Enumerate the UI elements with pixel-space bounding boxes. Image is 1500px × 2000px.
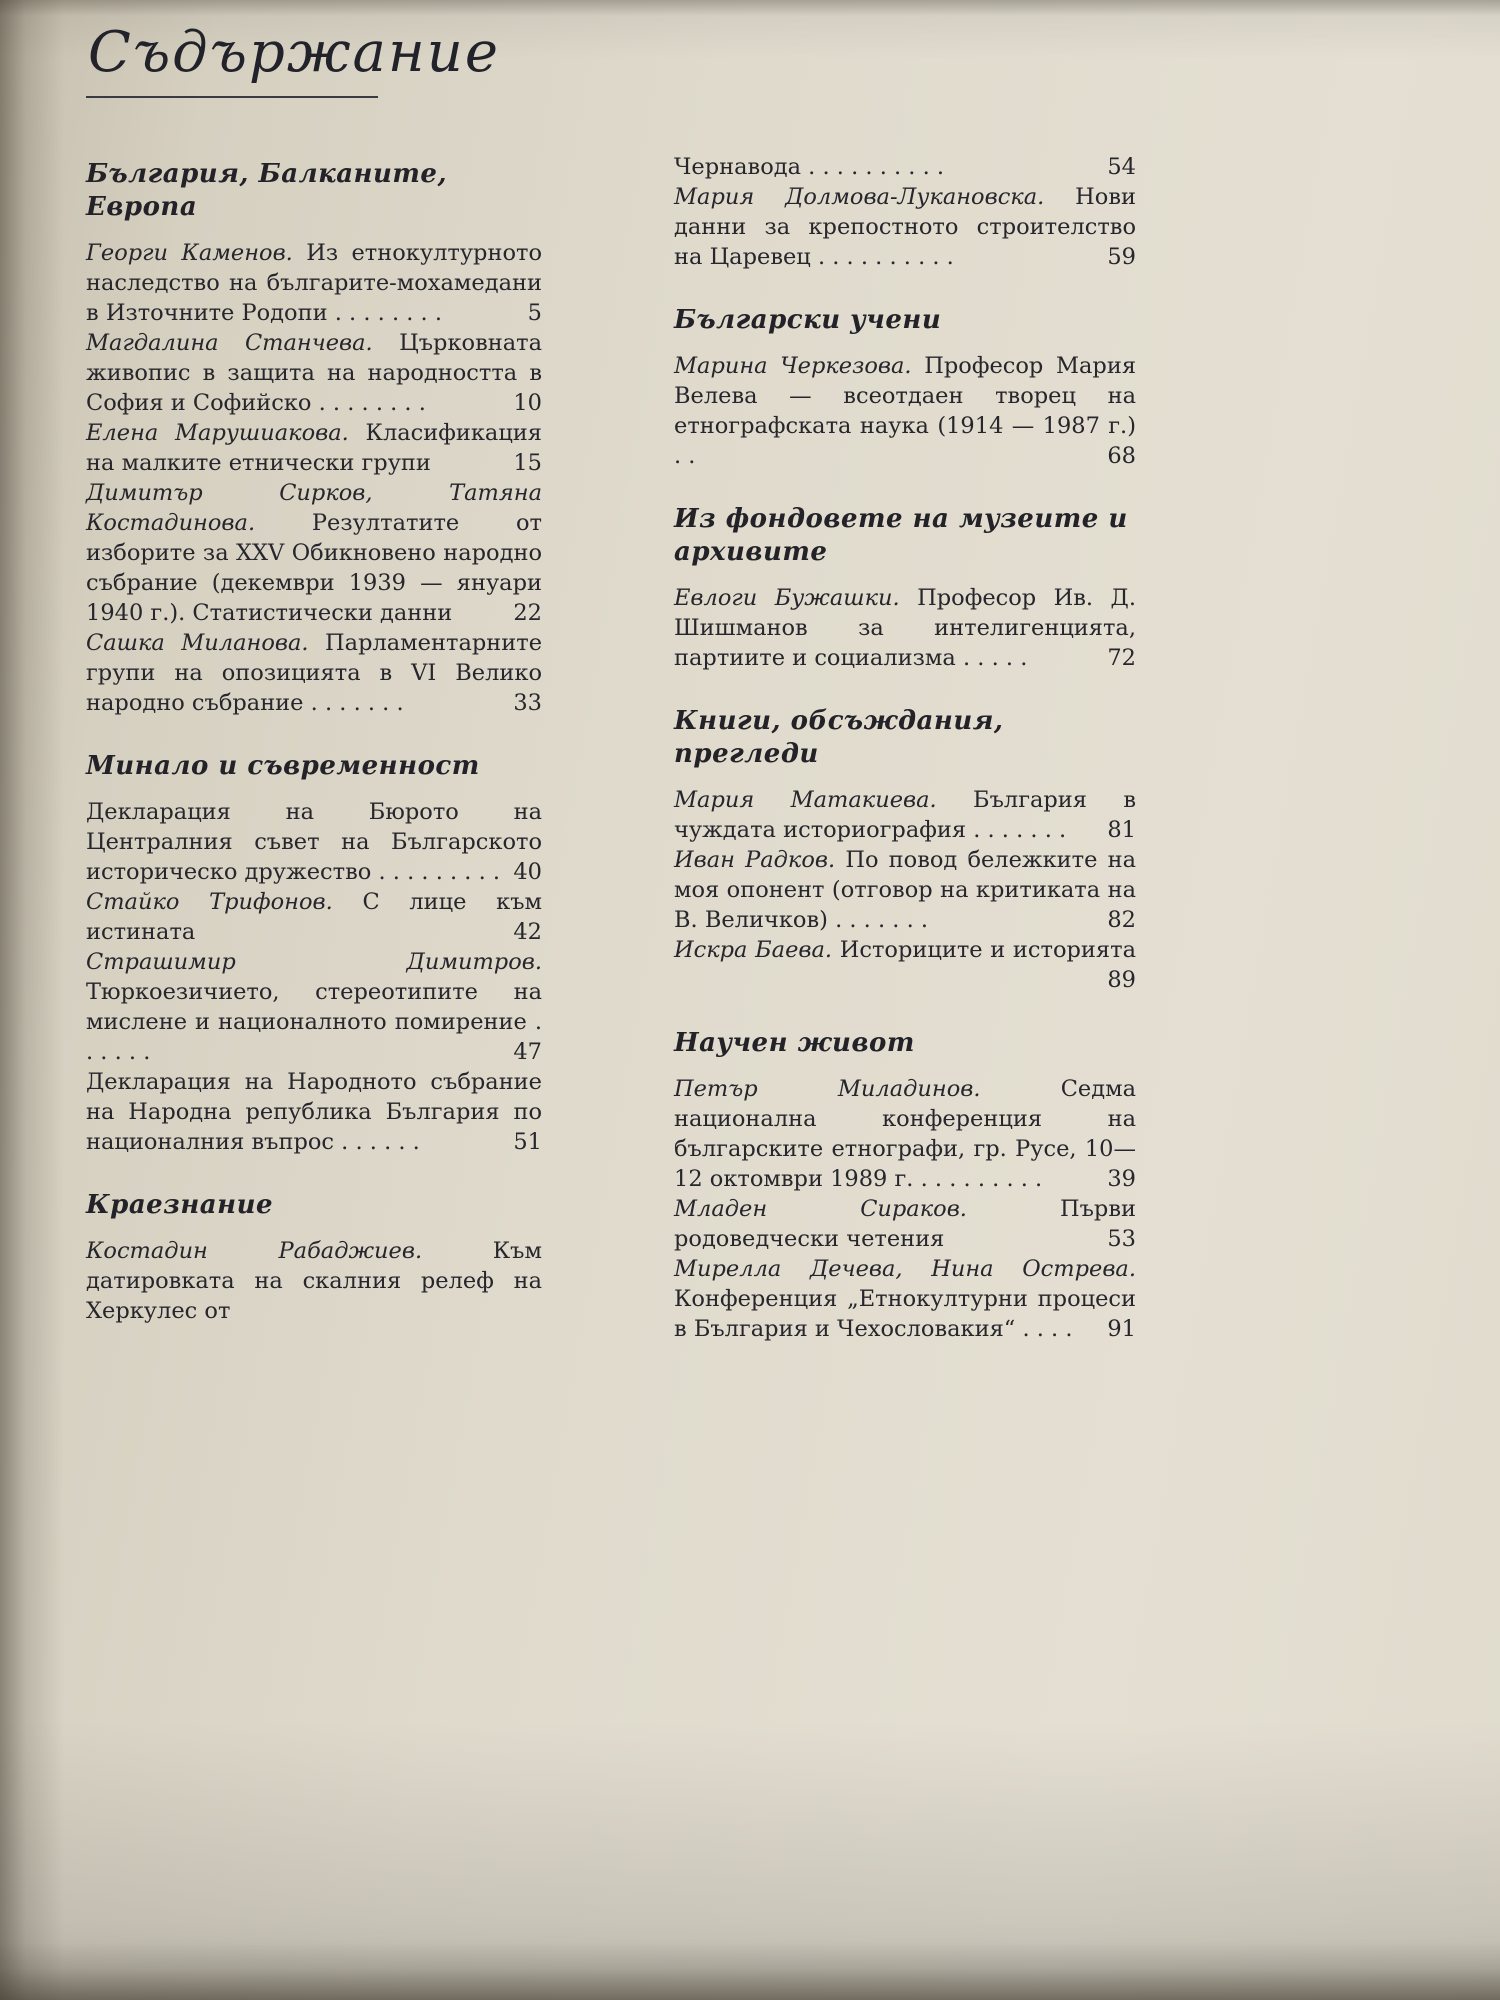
- entry-author: Георги Каменов.: [86, 240, 293, 266]
- toc-entry: [674, 152, 1136, 182]
- entry-author: Евлоги Бужашки.: [674, 585, 900, 611]
- entry-author: Искра Баева.: [674, 937, 833, 963]
- dot-leader: . . . . . . .: [310, 690, 404, 716]
- dot-leader: . . . . . .: [341, 1129, 420, 1155]
- page-number-spacer: [928, 926, 958, 927]
- toc-entry: [86, 797, 542, 887]
- page-number-spacer: [404, 709, 434, 710]
- page-number-spacer: [944, 173, 974, 174]
- entry-page-number: 51: [513, 1129, 542, 1155]
- dot-leader: . . . .: [1022, 1316, 1073, 1342]
- dot-leader: . . . . . . . . .: [920, 1166, 1043, 1192]
- entry-page-number: 81: [1107, 817, 1136, 843]
- page-number-spacer: [1066, 836, 1096, 837]
- toc-entry: [86, 418, 542, 478]
- entry-author: Стайко Трифонов.: [86, 889, 333, 915]
- entry-text: Резултатите от изборите за XXV Обикновено народно събрание (декември 1939 — януари 1940 г.). Статистически данни: [86, 510, 542, 626]
- page-edge-shadow-bottom: [0, 1942, 1500, 2000]
- dot-leader: . . . . . . .: [835, 907, 929, 933]
- entry-text: Декларация на Народното събрание на Народна република България по националния въпрос: [86, 1069, 542, 1155]
- entry-text: Чернавода: [674, 154, 802, 180]
- entry-page-number: 33: [513, 690, 542, 716]
- toc-entry: [86, 328, 542, 418]
- section-heading: Краезнание: [86, 1190, 274, 1220]
- dot-leader: . . . . . . . . . .: [808, 154, 945, 180]
- page-number-spacer: [1042, 1185, 1072, 1186]
- entry-page-number: 42: [513, 919, 542, 945]
- toc-entry: [674, 182, 1136, 272]
- entry-page-number: 68: [1107, 443, 1136, 469]
- toc-entry: [86, 947, 542, 1067]
- toc-entry: [674, 351, 1136, 471]
- page-number-spacer: [1073, 1335, 1103, 1336]
- dot-leader: . . . . .: [962, 645, 1028, 671]
- entry-text: Първи родоведчески четения: [674, 1196, 1136, 1252]
- toc-entry: [674, 935, 1136, 995]
- entry-author: Иван Радков.: [674, 847, 836, 873]
- entry-author: Мирелла Дечева, Нина Острева.: [674, 1256, 1136, 1282]
- entry-author: Димитър Сирков, Татяна Костадинова.: [86, 480, 542, 536]
- page-number-spacer: [1027, 664, 1057, 665]
- toc-entry: [86, 887, 542, 947]
- entry-text: Нови данни за крепостното строителство на Царевец: [674, 184, 1136, 270]
- section-heading: Из фондовете на музеите и архивите: [674, 504, 1128, 567]
- entry-text: Парламентарните групи на опозицията в VI Велико народно събрание: [86, 630, 543, 716]
- entry-author: Сашка Миланова.: [86, 630, 309, 656]
- entry-page-number: 54: [1107, 154, 1136, 180]
- entry-text: Тюркоезичието, стереотипите на мислене и националното помирение: [86, 979, 542, 1035]
- toc-entry: [86, 1067, 542, 1157]
- entry-page-number: 82: [1107, 907, 1136, 933]
- section-heading: България, Балканите, Европа: [86, 159, 447, 222]
- toc-entry: [674, 845, 1136, 935]
- entry-text: По повод бележките на моя опонент (отговор на критиката на В. Величков): [674, 847, 1137, 933]
- dot-leader: . . . . . . . .: [318, 390, 426, 416]
- entry-author: Костадин Рабаджиев.: [86, 1238, 423, 1264]
- toc-right-column: [674, 152, 1136, 1344]
- entry-text: Църковната живопис в защита на народността в София и Софийско: [86, 330, 543, 416]
- entry-author: Страшимир Димитров.: [86, 949, 542, 975]
- toc-entry: [674, 1194, 1136, 1254]
- entry-author: Мария Долмова-Лукановска.: [674, 184, 1045, 210]
- entry-text: Историците и историята: [839, 937, 1136, 963]
- entry-text: Из етнокултурното наследство на българите-мохамедани в Източните Родопи: [86, 240, 542, 326]
- entry-author: Марина Черкезова.: [674, 353, 912, 379]
- page-edge-shadow-top: [0, 0, 1500, 16]
- toc-entry: [674, 1254, 1136, 1344]
- page-edge-shadow-left: [0, 0, 64, 2000]
- entry-text: Класификация на малките етнически групи: [86, 420, 542, 476]
- entry-text: Към датировката на скалния релеф на Херкулес от: [86, 1238, 542, 1324]
- toc-entry: [86, 628, 542, 718]
- entry-text: С лице към истината: [86, 889, 543, 945]
- page-number-spacer: [674, 986, 704, 987]
- entry-page-number: 72: [1107, 645, 1136, 671]
- page-number-spacer: [426, 409, 456, 410]
- entry-page-number: 47: [513, 1039, 542, 1065]
- entry-text: Седма национална конференция на българските етнографи, гр. Русе, 10—12 октомври 1989 г.: [674, 1076, 1136, 1192]
- page-number-spacer: [420, 1148, 450, 1149]
- toc-entry: [86, 1236, 542, 1326]
- toc-entry: [674, 583, 1136, 673]
- section-heading: Научен живот: [674, 1028, 915, 1058]
- page-number-spacer: [452, 619, 482, 620]
- dot-leader: . . . . . . . .: [334, 300, 443, 326]
- entry-page-number: 39: [1107, 1166, 1136, 1192]
- entry-page-number: 53: [1107, 1226, 1136, 1252]
- dot-leader: . . . . . . . . . .: [817, 244, 954, 270]
- dot-leader: . . . . . .: [86, 1009, 543, 1065]
- entry-page-number: 10: [513, 390, 542, 416]
- page-number-spacer: [431, 469, 461, 470]
- page-number-spacer: [195, 938, 225, 939]
- entry-author: Младен Сираков.: [674, 1196, 967, 1222]
- title-underline-rule: [86, 96, 378, 98]
- toc-entry: [674, 1074, 1136, 1194]
- toc-left-column: [86, 152, 542, 1326]
- toc-entry: [674, 785, 1136, 845]
- dot-leader: . . . . . . .: [973, 817, 1067, 843]
- toc-entry: [86, 238, 542, 328]
- entry-text: Професор Мария Велева — всеотдаен творец на етнографската наука (1914 — 1987 г.): [674, 353, 1137, 439]
- section-heading: Минало и съвременност: [86, 751, 480, 781]
- page-number-spacer: [954, 263, 984, 264]
- entry-author: Елена Марушиакова.: [86, 420, 349, 446]
- entry-page-number: 59: [1107, 244, 1136, 270]
- entry-page-number: 91: [1107, 1316, 1136, 1342]
- page-number-spacer: [150, 1058, 180, 1059]
- section-heading: Книги, обсъждания, прегледи: [674, 706, 1004, 769]
- entry-page-number: 5: [527, 300, 542, 326]
- entry-page-number: 89: [1107, 967, 1136, 993]
- page-number-spacer: [695, 462, 725, 463]
- toc-entry: [86, 478, 542, 628]
- entry-author: Мария Матакиева.: [674, 787, 937, 813]
- entry-author: Петър Миладинов.: [674, 1076, 981, 1102]
- page-number-spacer: [442, 319, 472, 320]
- entry-page-number: 40: [513, 859, 542, 885]
- page-number-spacer: [944, 1245, 974, 1246]
- entry-text: Конференция „Етнокултурни процеси в България и Чехословакия“: [674, 1286, 1136, 1342]
- entry-author: Магдалина Станчева.: [86, 330, 373, 356]
- entry-text: Професор Ив. Д. Шишманов за интелигенцията, партиите и социализма: [674, 585, 1136, 671]
- section-heading: Български учени: [674, 305, 942, 335]
- entry-page-number: 22: [513, 600, 542, 626]
- dot-leader: . .: [674, 443, 696, 469]
- dot-leader: . . . . . . . . .: [378, 859, 501, 885]
- entry-page-number: 15: [513, 450, 542, 476]
- entry-text: Декларация на Бюрото на Централния съвет на Българското историческо дружество: [86, 799, 542, 885]
- page-title: Съдържание: [88, 20, 500, 85]
- entry-text: България в чуждата историография: [674, 787, 1136, 843]
